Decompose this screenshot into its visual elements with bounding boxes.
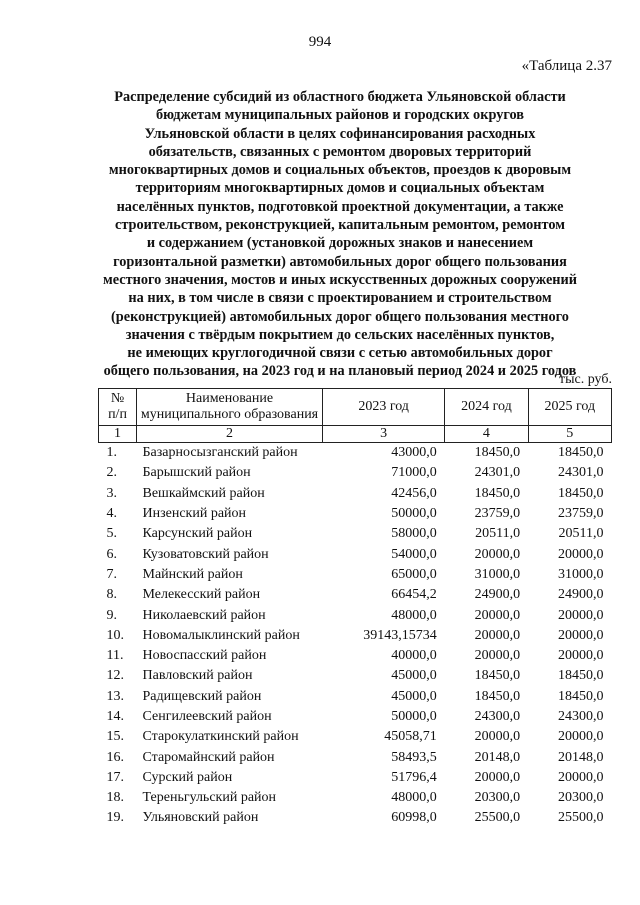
title-line: и содержанием (установкой дорожных знаков и нанесением [146, 235, 534, 252]
header-number-line2: п/п [108, 407, 127, 422]
row-number: 7. [106, 566, 117, 582]
row-number: 16. [106, 749, 124, 765]
value-2024: 20000,0 [474, 729, 521, 745]
value-2024: 23759,0 [474, 506, 521, 522]
title-line: Ульяновской области в целях софинансирования расходных [144, 125, 536, 142]
value-2024: 18450,0 [474, 485, 521, 501]
column-number: 2 [137, 426, 323, 443]
row-number: 12. [106, 668, 124, 684]
table-row [99, 788, 612, 808]
municipality-name: Мелекесский район [142, 587, 261, 603]
municipality-name: Майнский район [142, 566, 243, 582]
value-2024: 20000,0 [474, 607, 521, 623]
value-2025: 25500,0 [558, 810, 604, 826]
municipality-name: Новоспасский район [142, 648, 267, 664]
municipality-name: Вешкаймский район [142, 485, 265, 501]
value-2023: 48000,0 [391, 790, 437, 806]
value-2024: 24900,0 [474, 587, 521, 603]
table-row [99, 747, 612, 767]
value-2025: 24900,0 [558, 587, 604, 603]
value-2025: 18450,0 [558, 445, 604, 461]
value-2024: 31000,0 [474, 566, 521, 582]
value-2024: 18450,0 [474, 668, 521, 684]
row-number: 19. [106, 810, 124, 826]
units-label: тыс. руб. [559, 372, 612, 387]
municipality-name: Ульяновский район [142, 810, 259, 826]
value-2024: 20148,0 [474, 749, 521, 765]
value-2025: 31000,0 [558, 566, 604, 582]
value-2024: 18450,0 [474, 445, 521, 461]
title-line: местного значения, мостов и иных искусственных дорожных сооружений [102, 271, 578, 288]
value-2023: 45058,71 [384, 729, 437, 745]
value-2023: 58000,0 [391, 526, 437, 542]
header-number [99, 389, 137, 426]
value-2025: 20000,0 [558, 546, 604, 562]
column-number: 5 [528, 426, 611, 443]
header-number-line1: № [110, 391, 125, 406]
value-2023: 45000,0 [391, 688, 437, 704]
row-number: 3. [106, 485, 117, 501]
column-number: 4 [445, 426, 528, 443]
table-row [99, 727, 612, 747]
row-number: 4. [106, 506, 117, 522]
value-2025: 24300,0 [558, 709, 604, 724]
value-2024: 20000,0 [474, 546, 521, 562]
value-2025: 23759,0 [558, 506, 604, 522]
title-line: строительством, реконструкцией, капитальным ремонтом, ремонтом [115, 217, 565, 234]
row-number: 10. [106, 627, 124, 643]
subsidies-table [98, 388, 612, 829]
column-number: 1 [99, 426, 137, 443]
row-number: 17. [106, 769, 124, 785]
title-line: (реконструкцией) автомобильных дорог общего пользования местного [111, 308, 569, 325]
title-line: территориям многоквартирных домов и социальных объектам [135, 180, 545, 197]
table-row [99, 626, 612, 646]
title-line: Распределение субсидий из областного бюджета Ульяновской области [114, 89, 566, 105]
value-2025: 20511,0 [558, 526, 604, 542]
row-number: 1. [106, 445, 117, 461]
value-2025: 20148,0 [558, 749, 604, 765]
header-year-2024: 2024 год [445, 389, 528, 426]
title-line: горизонтальной разметки) автомобильных дорог общего пользования [113, 253, 567, 270]
table-row [99, 565, 612, 585]
municipality-name: Новомалыклинский район [142, 627, 300, 643]
header-municipality-line2: муниципального образования [140, 407, 319, 422]
value-2025: 20300,0 [558, 790, 604, 806]
table-row [99, 808, 612, 828]
row-number: 15. [106, 729, 124, 745]
value-2023: 71000,0 [391, 465, 437, 481]
municipality-name: Старокулаткинский район [142, 729, 299, 745]
table-row [99, 585, 612, 605]
title-line: населённых пунктов, подготовкой проектной документации, а также [116, 198, 564, 215]
value-2025: 18450,0 [558, 485, 604, 501]
row-number: 2. [106, 465, 117, 481]
municipality-name: Николаевский район [142, 607, 266, 623]
header-year-2025: 2025 год [528, 389, 611, 426]
value-2024: 20000,0 [474, 627, 521, 643]
municipality-name: Базарносызганский район [142, 445, 298, 461]
value-2023: 60998,0 [391, 810, 437, 826]
title-line: значения с твёрдым покрытием до сельских населённых пунктов, [125, 326, 555, 343]
value-2023: 39143,15734 [363, 627, 437, 643]
row-number: 11. [106, 648, 124, 664]
value-2023: 66454,2 [391, 587, 437, 603]
municipality-name: Сенгилеевский район [142, 709, 272, 724]
value-2024: 24301,0 [474, 465, 521, 481]
value-2024: 20000,0 [474, 769, 521, 785]
header-year-2023: 2023 год [323, 389, 445, 426]
value-2023: 54000,0 [391, 546, 437, 562]
value-2025: 20000,0 [558, 627, 604, 643]
column-number: 3 [323, 426, 445, 443]
table-row [99, 443, 612, 464]
table-row [99, 463, 612, 483]
title-line: не имеющих круглогодичной связи с сетью автомобильных дорог [127, 345, 553, 362]
municipality-name: Старомайнский район [142, 749, 275, 765]
table-row [99, 666, 612, 686]
municipality-name: Барышский район [142, 465, 251, 481]
value-2023: 42456,0 [391, 485, 437, 501]
value-2023: 50000,0 [391, 709, 437, 724]
title-line: многоквартирных домов и социальных объектов, проездов к дворовым [108, 162, 572, 179]
value-2023: 43000,0 [391, 445, 437, 461]
value-2023: 45000,0 [391, 668, 437, 684]
value-2024: 20000,0 [474, 648, 521, 664]
table-row [99, 484, 612, 504]
value-2023: 58493,5 [391, 749, 437, 765]
table-row [99, 707, 612, 727]
title-line: общего пользования, на 2023 год и на плановый период 2024 и 2025 годов [103, 363, 577, 380]
value-2023: 51796,4 [391, 769, 437, 785]
value-2025: 24301,0 [558, 465, 604, 481]
value-2025: 20000,0 [558, 648, 604, 664]
table-row [99, 768, 612, 788]
municipality-name: Радищевский район [142, 688, 262, 704]
value-2025: 20000,0 [558, 607, 604, 623]
title-line: бюджетам муниципальных районов и городских округов [155, 107, 525, 124]
value-2024: 18450,0 [474, 688, 521, 704]
value-2023: 48000,0 [391, 607, 437, 623]
table-row [99, 646, 612, 666]
row-number: 14. [106, 709, 124, 724]
header-municipality [137, 389, 323, 426]
value-2025: 20000,0 [558, 769, 604, 785]
table-body [99, 443, 612, 829]
municipality-name: Инзенский район [142, 506, 247, 522]
municipality-name: Кузоватовский район [142, 546, 269, 562]
municipality-name: Павловский район [142, 668, 253, 684]
row-number: 18. [106, 790, 124, 806]
value-2025: 18450,0 [558, 688, 604, 704]
value-2025: 20000,0 [558, 729, 604, 745]
title-line: обязательств, связанных с ремонтом дворовых территорий [148, 143, 532, 160]
row-number: 13. [106, 688, 124, 704]
table-header-row [99, 389, 612, 426]
header-municipality-line1: Наименование [185, 391, 274, 406]
document-title [90, 88, 590, 381]
municipality-name: Сурский район [142, 769, 233, 785]
column-number-row [99, 426, 612, 443]
value-2024: 24300,0 [474, 709, 521, 724]
value-2023: 65000,0 [391, 566, 437, 582]
row-number: 9. [106, 607, 117, 623]
value-2025: 18450,0 [558, 668, 604, 684]
value-2024: 25500,0 [474, 810, 521, 826]
table-row [99, 687, 612, 707]
row-number: 8. [106, 587, 117, 603]
table-row [99, 544, 612, 564]
row-number: 6. [106, 546, 117, 562]
value-2024: 20511,0 [475, 526, 521, 542]
municipality-name: Тереньгульский район [142, 790, 277, 806]
municipality-name: Карсунский район [142, 526, 253, 542]
row-number: 5. [106, 526, 117, 542]
page-number: 994 [308, 34, 332, 50]
table-row [99, 605, 612, 625]
table-reference: «Таблица 2.37 [521, 58, 612, 74]
table-row [99, 524, 612, 544]
value-2023: 40000,0 [391, 648, 437, 664]
title-line: на них, в том числе в связи с проектированием и строительством [128, 290, 552, 307]
table-row [99, 504, 612, 524]
value-2023: 50000,0 [391, 506, 437, 522]
value-2024: 20300,0 [474, 790, 521, 806]
